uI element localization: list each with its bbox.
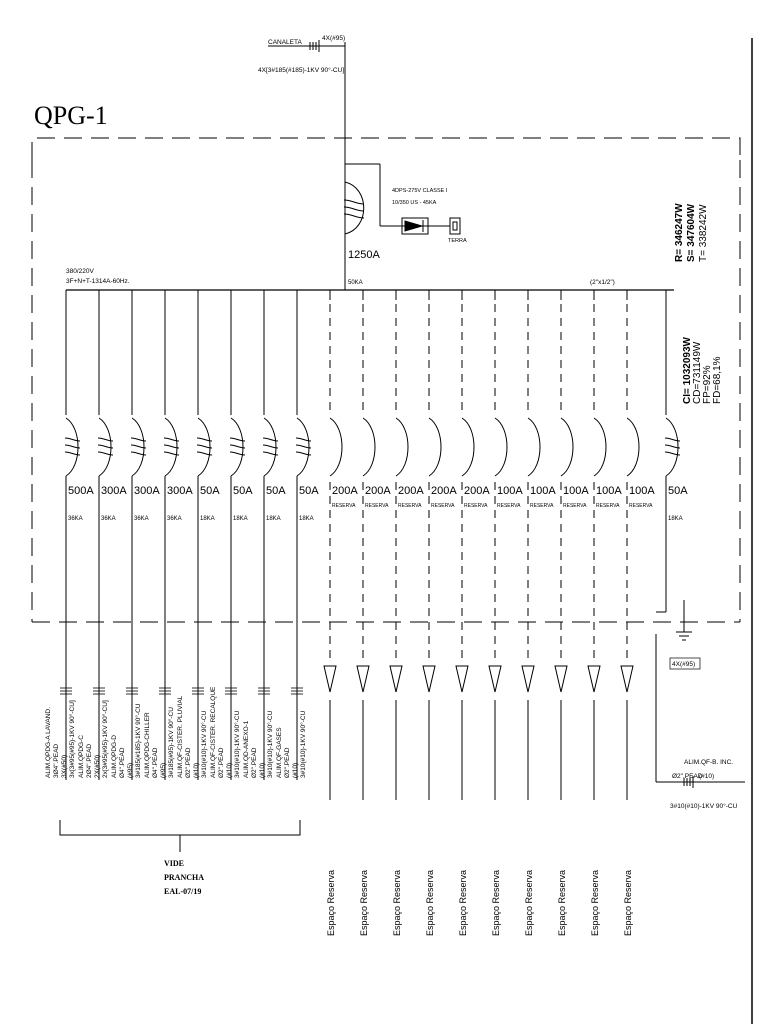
breaker-arc <box>330 418 342 476</box>
load-summary <box>682 336 723 404</box>
breaker-arc <box>462 418 474 476</box>
breaker-rating: 100A <box>563 485 589 497</box>
reserve-arrow <box>324 666 336 692</box>
reserve-label: RESERVA <box>398 503 422 509</box>
reserve-label: RESERVA <box>464 503 488 509</box>
phase-r-load: R= 346247W <box>674 203 685 262</box>
feeder-label: 3X(#50) <box>61 754 68 778</box>
panel-enclosure-top <box>32 138 740 160</box>
breaker-ka: 36KA <box>167 516 182 522</box>
breaker-ka: 36KA <box>134 516 149 522</box>
breaker-rating: 50A <box>299 485 319 497</box>
dps-ground-label: TERRA <box>448 238 467 244</box>
breaker-rating: 100A <box>629 485 655 497</box>
breaker-rating: 100A <box>530 485 556 497</box>
feed-cable-label: 4X[3#185(#185)-1KV 90°-CU] <box>258 67 345 74</box>
feeder-label: 3Ø4".PEAD <box>53 743 60 778</box>
breaker-arc <box>666 418 678 476</box>
breaker-arc <box>363 418 375 476</box>
breaker-ka: 36KA <box>101 516 116 522</box>
reserve-arrow <box>522 666 534 692</box>
breaker-rating: 300A <box>101 485 127 497</box>
feeder-label: 2Ø4".PEAD <box>86 743 93 778</box>
reserve-arrow <box>555 666 567 692</box>
breaker-arc <box>264 418 276 476</box>
reference-line-1: VIDE <box>164 859 185 868</box>
reserve-label: RESERVA <box>563 503 587 509</box>
phase-t-load: T= 338242W <box>698 204 709 262</box>
breaker-arc <box>66 418 78 476</box>
feeder-cable-label: 2x[3#95(#95)-1KV 90°-CU] <box>102 700 109 778</box>
panel-title: QPG-1 <box>34 101 108 130</box>
breaker-arc <box>627 418 639 476</box>
breaker-rating: 50A <box>266 485 286 497</box>
feeder-cable-label: 3#185(#95)-1KV 90°-CU <box>168 707 175 778</box>
feeder-label: 2X(#50) <box>94 754 101 778</box>
dps-ground-terminal <box>450 218 460 234</box>
breaker-ka: 18KA <box>299 516 314 522</box>
reserve-label: RESERVA <box>431 503 455 509</box>
reference-line-2: PRANCHA <box>164 873 204 882</box>
feeder-label: (#10) <box>259 762 266 778</box>
feeder-cable-label: 3#10(#10)-1KV 90°-CU <box>234 710 241 778</box>
reserve-label: RESERVA <box>497 503 521 509</box>
feeder-label: ALIM.QPDG-CHILLER <box>144 712 151 778</box>
reference-line-3: EAL-07/19 <box>164 887 202 896</box>
system-label: 3F+N+T-1314A-60Hz. <box>66 278 130 285</box>
breaker-arc <box>165 418 177 476</box>
space-reserve-label: Espaço Reserva <box>491 869 501 936</box>
reserve-label: RESERVA <box>530 503 554 509</box>
voltage-label: 380/220V <box>66 268 94 275</box>
reserve-label: RESERVA <box>332 503 356 509</box>
demand-factor: FD=68,1% <box>712 356 723 404</box>
main-breaker-contacts <box>344 200 364 218</box>
main-breaker-arc <box>345 182 364 234</box>
feeder-label: Ø2".PEAD <box>185 747 192 778</box>
breaker-rating: 100A <box>596 485 622 497</box>
breaker-arc <box>396 418 408 476</box>
demand-load: CD=731149W <box>692 341 703 404</box>
feeder-label: Ø2".PEAD <box>284 747 291 778</box>
feeder-cable-label: 3#10(#10)-1KV 90°-CU <box>201 710 208 778</box>
feeder-cable-label: 3#10(#10)-1KV 90°-CU <box>300 710 307 778</box>
reserve-arrow <box>489 666 501 692</box>
breaker-rating: 100A <box>497 485 523 497</box>
reserve-arrow <box>357 666 369 692</box>
feeder-label: (#10) <box>292 762 299 778</box>
breaker-ka: 18KA <box>200 516 215 522</box>
breaker-rating: 50A <box>200 485 220 497</box>
feeder-cable-label: 3#10(#10)-1KV 90°-CU <box>267 710 274 778</box>
power-factor: FP=92% <box>702 365 713 404</box>
reserve-arrow <box>390 666 402 692</box>
dps-spec-label: 4DPS-275V CLASSE I <box>392 188 448 194</box>
breaker-arc <box>429 418 441 476</box>
breaker-arc <box>198 418 210 476</box>
feeder-label: Ø2".PEAD <box>251 747 258 778</box>
breaker-ka: 18KA <box>266 516 281 522</box>
breaker-rating: 300A <box>167 485 193 497</box>
space-reserve-label: Espaço Reserva <box>590 869 600 936</box>
space-reserve-label: Espaço Reserva <box>524 869 534 936</box>
reference-bracket <box>60 820 300 835</box>
reserve-arrow <box>423 666 435 692</box>
feeder-label: (#10) <box>226 762 233 778</box>
b-inc-feeder-label: ALIM.QF-B. INC. <box>684 759 734 766</box>
space-reserve-label: Espaço Reserva <box>425 869 435 936</box>
b-inc-ground-label: (#10) <box>699 773 715 780</box>
breaker-ka: 18KA <box>668 516 683 522</box>
space-reserve-label: Espaço Reserva <box>359 869 369 936</box>
breaker-arc <box>594 418 606 476</box>
feed-conduit-label: CANALETA <box>268 39 302 46</box>
main-breaker-rating: 1250A <box>348 249 380 261</box>
reserve-label: RESERVA <box>365 503 389 509</box>
breaker-rating: 200A <box>464 485 490 497</box>
feeder-label: Ø4".PEAD <box>119 747 126 778</box>
b-inc-conduit-label: Ø2".PEAD <box>672 773 703 780</box>
ground-bar-label: 4X(#95) <box>672 661 696 668</box>
reserve-arrow <box>456 666 468 692</box>
feeder-label: ALIM.QF-CISTER. RECALQUE <box>210 686 217 778</box>
phase-loads <box>674 203 709 262</box>
reserve-arrow <box>621 666 633 692</box>
feeder-label: ALIM.QPDG-A LAVAND. <box>45 707 52 778</box>
space-reserve-label: Espaço Reserva <box>623 869 633 936</box>
feeder-label: ALIM.QPDG-D <box>111 735 118 778</box>
breaker-arc <box>561 418 573 476</box>
breaker-arc <box>231 418 243 476</box>
feeder-label: ALIM.QD-ANEXO-1 <box>243 720 250 778</box>
feeder-label: (#95) <box>160 762 167 778</box>
breaker-arc <box>99 418 111 476</box>
breaker-ka: 18KA <box>233 516 248 522</box>
feeder-label: (#95) <box>127 762 134 778</box>
phase-s-load: S= 347604W <box>686 203 697 262</box>
breaker-arc <box>495 418 507 476</box>
space-reserve-label: Espaço Reserva <box>392 869 402 936</box>
breaker-rating: 300A <box>134 485 160 497</box>
breaker-rating: 50A <box>233 485 253 497</box>
main-breaker-ka: 50KA <box>348 280 363 286</box>
b-inc-cable-label: 3#10(#10)-1KV 90°-CU <box>670 803 738 810</box>
busbar-size-label: (2"x1/2") <box>590 279 615 286</box>
breaker-rating: 200A <box>431 485 457 497</box>
ground-icon <box>676 632 692 640</box>
breaker-arc <box>297 418 309 476</box>
feeder-label: ALIM.QF-GASES <box>276 727 283 778</box>
space-reserve-label: Espaço Reserva <box>557 869 567 936</box>
breaker-rating: 200A <box>365 485 391 497</box>
installed-load: CI= 1032093W <box>682 337 693 404</box>
breaker-rating: 200A <box>332 485 358 497</box>
reserve-arrow <box>588 666 600 692</box>
feeder-label: Ø4".PEAD <box>152 747 159 778</box>
feeder-cable-label: 3#185(#185)-1KV 90°-CU <box>135 703 142 778</box>
breaker-arc <box>132 418 144 476</box>
breaker-ka: 36KA <box>68 516 83 522</box>
feeder-label: Ø2".PEAD <box>218 747 225 778</box>
breaker-rating: 50A <box>668 485 688 497</box>
dps-rating-label: 10/350 US - 45KA <box>392 200 437 206</box>
feeder-cable-label: 3x[3#95(#95)-1KV 90°-CU] <box>69 700 76 778</box>
space-reserve-label: Espaço Reserva <box>326 869 336 936</box>
breaker-arc <box>528 418 540 476</box>
feeder-label: (#10) <box>193 762 200 778</box>
feeder-label: ALIM.QPDG-C <box>78 735 85 778</box>
feed-ground-label: 4X(#95) <box>322 35 346 42</box>
breaker-rating: 500A <box>68 485 94 497</box>
feeder-label: ALIM.QF-CISTER. PLUVIAL <box>177 695 184 778</box>
reserve-label: RESERVA <box>596 503 620 509</box>
breaker-rating: 200A <box>398 485 424 497</box>
reserve-label: RESERVA <box>629 503 653 509</box>
space-reserve-label: Espaço Reserva <box>458 869 468 936</box>
